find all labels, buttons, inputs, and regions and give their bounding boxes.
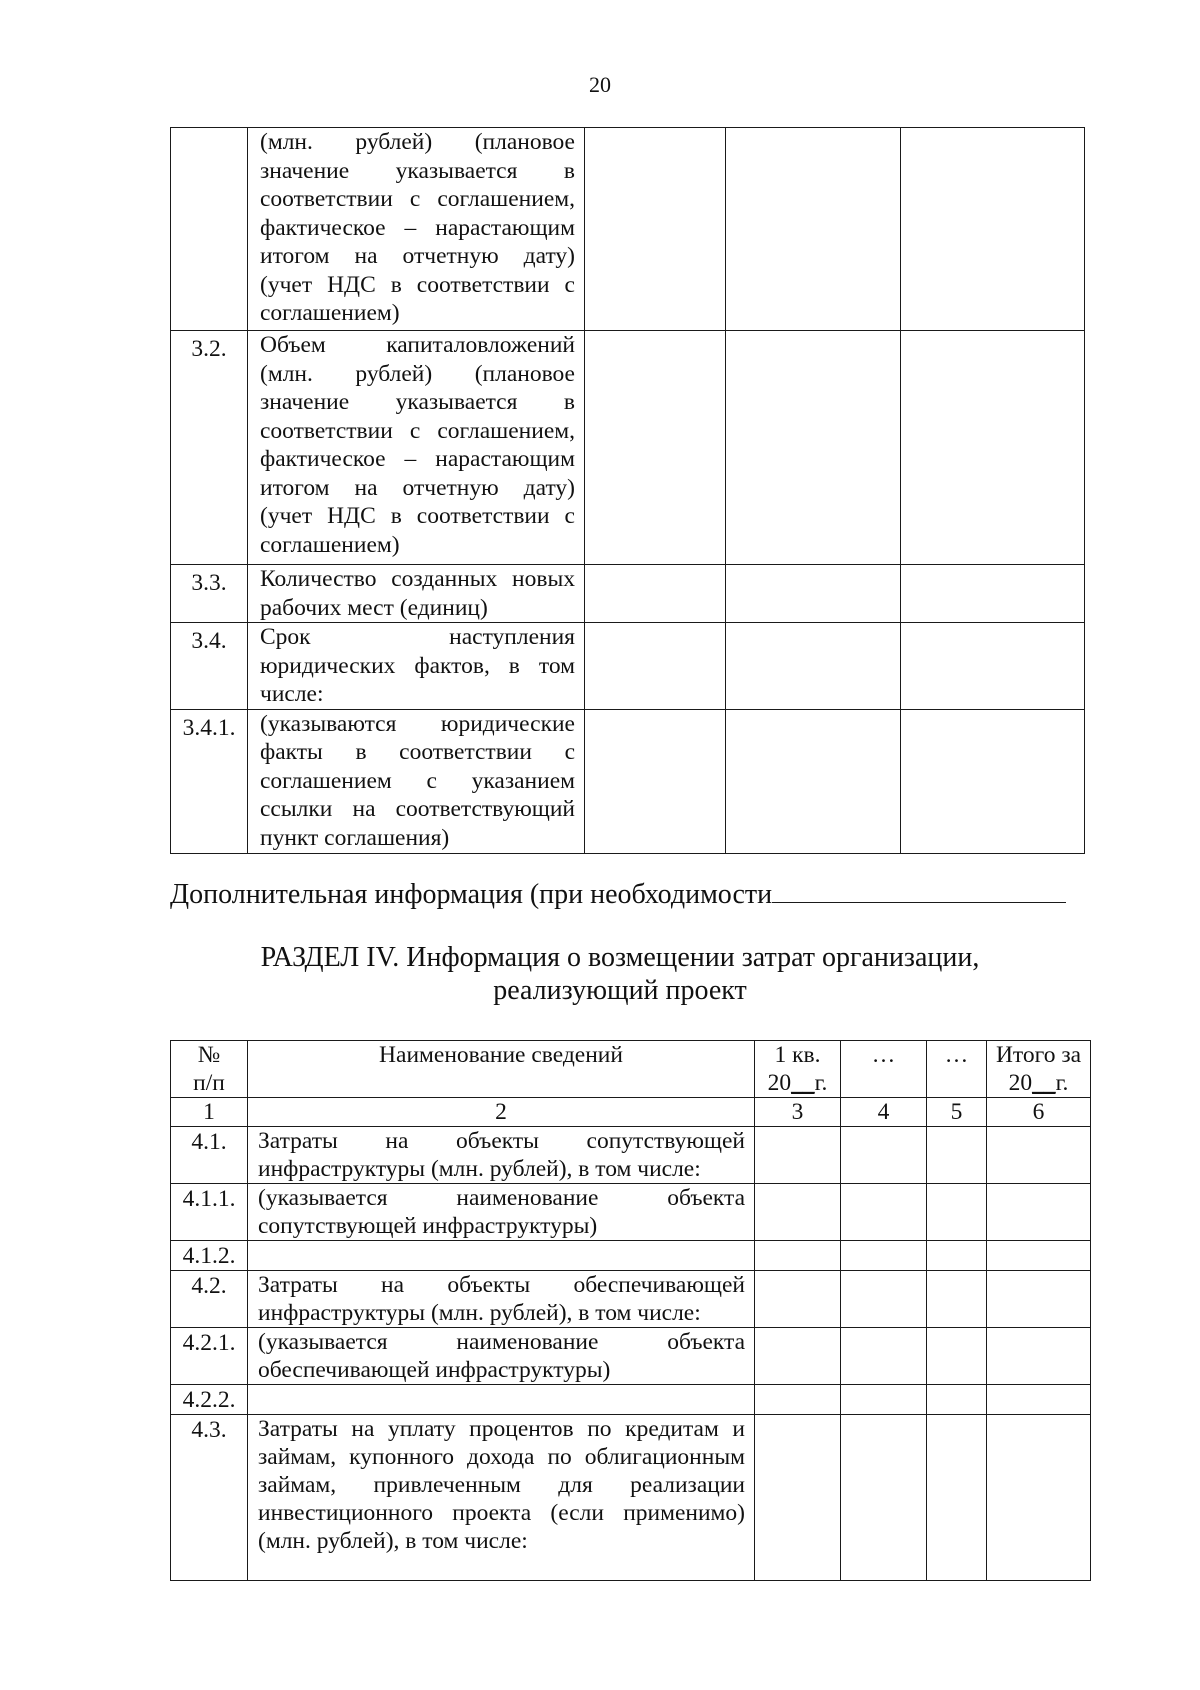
- header-ellipsis-2: …: [927, 1041, 987, 1098]
- table-row: [171, 565, 1085, 623]
- value-cell: [726, 565, 901, 623]
- row-description: Количество созданных новых рабочих мест (единиц): [248, 565, 585, 623]
- table-row: [171, 1127, 1091, 1184]
- value-cell: [841, 1385, 927, 1415]
- value-cell: [901, 128, 1085, 331]
- table-row: [171, 1415, 1091, 1581]
- header-number-symbol: №: [197, 1042, 221, 1068]
- row-number: 4.1.2.: [171, 1241, 248, 1271]
- value-cell: [755, 1127, 841, 1184]
- column-index: 1: [171, 1098, 248, 1127]
- row-number: 4.3.: [171, 1415, 248, 1581]
- value-cell: [841, 1127, 927, 1184]
- header-ellipsis-1: …: [841, 1041, 927, 1098]
- value-cell: [901, 709, 1085, 853]
- value-cell: [585, 623, 726, 710]
- header-total-label: Итого за: [995, 1042, 1082, 1068]
- cost-reimbursement-table: [170, 1040, 1091, 1581]
- value-cell: [585, 128, 726, 331]
- row-number: 4.1.1.: [171, 1184, 248, 1241]
- table-row: [171, 709, 1085, 853]
- header-name: Наименование сведений: [248, 1041, 755, 1098]
- value-cell: [755, 1184, 841, 1241]
- value-cell: [927, 1241, 987, 1271]
- column-index-row: [171, 1098, 1091, 1127]
- header-quarter-label: 1 кв.: [774, 1042, 821, 1068]
- table-header-row: [171, 1041, 1091, 1098]
- value-cell: [901, 565, 1085, 623]
- value-cell: [927, 1127, 987, 1184]
- value-cell: [927, 1271, 987, 1328]
- row-description: (указываются юридические факты в соответствии с соглашением с указанием ссылки на соответствующий пункт соглашения): [248, 709, 585, 853]
- row-description: Затраты на объекты сопутствующей инфраструктуры (млн. рублей), в том числе:: [248, 1127, 755, 1184]
- row-number: 4.2.: [171, 1271, 248, 1328]
- row-number: [171, 128, 248, 331]
- value-cell: [755, 1271, 841, 1328]
- column-index: 2: [248, 1098, 755, 1127]
- value-cell: [927, 1184, 987, 1241]
- value-cell: [987, 1184, 1091, 1241]
- column-index: 3: [755, 1098, 841, 1127]
- value-cell: [987, 1127, 1091, 1184]
- value-cell: [841, 1415, 927, 1581]
- value-cell: [987, 1271, 1091, 1328]
- table-row: [171, 1385, 1091, 1415]
- row-description: [248, 1385, 755, 1415]
- value-cell: [987, 1415, 1091, 1581]
- section-title-line-2: реализующий проект: [493, 975, 747, 1006]
- header-total-year: 20__г.: [1008, 1070, 1069, 1096]
- indicators-table-section-3: [170, 127, 1085, 854]
- row-description: Затраты на уплату процентов по кредитам и займам, купонного дохода по облигационным займам, привлеченным для реализации инвестиционного проекта (если применимо) (млн. рублей), в том числе:: [248, 1415, 755, 1581]
- header-quarter-year: 20__г.: [767, 1070, 828, 1096]
- table-row: [171, 1184, 1091, 1241]
- header-number: [171, 1041, 248, 1098]
- value-cell: [755, 1415, 841, 1581]
- header-quarter-1: [755, 1041, 841, 1098]
- value-cell: [585, 331, 726, 565]
- value-cell: [726, 623, 901, 710]
- row-number: 3.2.: [171, 331, 248, 565]
- row-number: 4.2.1.: [171, 1328, 248, 1385]
- value-cell: [841, 1328, 927, 1385]
- section-title-line-1: РАЗДЕЛ IV. Информация о возмещении затрат организации,: [260, 942, 980, 973]
- table-row: [171, 623, 1085, 710]
- row-number: 4.1.: [171, 1127, 248, 1184]
- column-index: 5: [927, 1098, 987, 1127]
- value-cell: [726, 331, 901, 565]
- value-cell: [755, 1241, 841, 1271]
- table-row: [171, 331, 1085, 565]
- value-cell: [901, 623, 1085, 710]
- value-cell: [927, 1385, 987, 1415]
- value-cell: [841, 1184, 927, 1241]
- value-cell: [726, 709, 901, 853]
- row-description: Срок наступления юридических фактов, в том числе:: [248, 623, 585, 710]
- page-number: 20: [589, 72, 611, 97]
- additional-info-line: [170, 878, 1090, 911]
- row-number: 3.4.: [171, 623, 248, 710]
- table-row: [171, 1271, 1091, 1328]
- value-cell: [585, 565, 726, 623]
- section-title: [150, 941, 1090, 1007]
- value-cell: [927, 1415, 987, 1581]
- header-number-label: п/п: [193, 1070, 225, 1096]
- value-cell: [755, 1328, 841, 1385]
- table-row: [171, 128, 1085, 331]
- additional-info-blank-field[interactable]: [772, 878, 1066, 903]
- header-total: [987, 1041, 1091, 1098]
- value-cell: [585, 709, 726, 853]
- row-number: 4.2.2.: [171, 1385, 248, 1415]
- value-cell: [726, 128, 901, 331]
- row-description: (указывается наименование объекта сопутствующей инфраструктуры): [248, 1184, 755, 1241]
- value-cell: [927, 1328, 987, 1385]
- row-number: 3.3.: [171, 565, 248, 623]
- column-index: 4: [841, 1098, 927, 1127]
- value-cell: [841, 1271, 927, 1328]
- value-cell: [987, 1241, 1091, 1271]
- row-description: Затраты на объекты обеспечивающей инфраструктуры (млн. рублей), в том числе:: [248, 1271, 755, 1328]
- table-row: [171, 1241, 1091, 1271]
- value-cell: [841, 1241, 927, 1271]
- row-description: Объем капиталовложений (млн. рублей) (плановое значение указывается в соответствии с соглашением, фактическое – нарастающим итогом на отчетную дату) (учет НДС в соответствии с соглашением): [248, 331, 585, 565]
- column-index: 6: [987, 1098, 1091, 1127]
- row-description: (млн. рублей) (плановое значение указывается в соответствии с соглашением, фактическое – нарастающим итогом на отчетную дату) (учет НДС в соответствии с соглашением): [248, 128, 585, 331]
- row-description: [248, 1241, 755, 1271]
- table-row: [171, 1328, 1091, 1385]
- value-cell: [987, 1328, 1091, 1385]
- value-cell: [987, 1385, 1091, 1415]
- value-cell: [901, 331, 1085, 565]
- row-description: (указывается наименование объекта обеспечивающей инфраструктуры): [248, 1328, 755, 1385]
- additional-info-label: Дополнительная информация (при необходимости: [170, 879, 773, 910]
- row-number: 3.4.1.: [171, 709, 248, 853]
- value-cell: [755, 1385, 841, 1415]
